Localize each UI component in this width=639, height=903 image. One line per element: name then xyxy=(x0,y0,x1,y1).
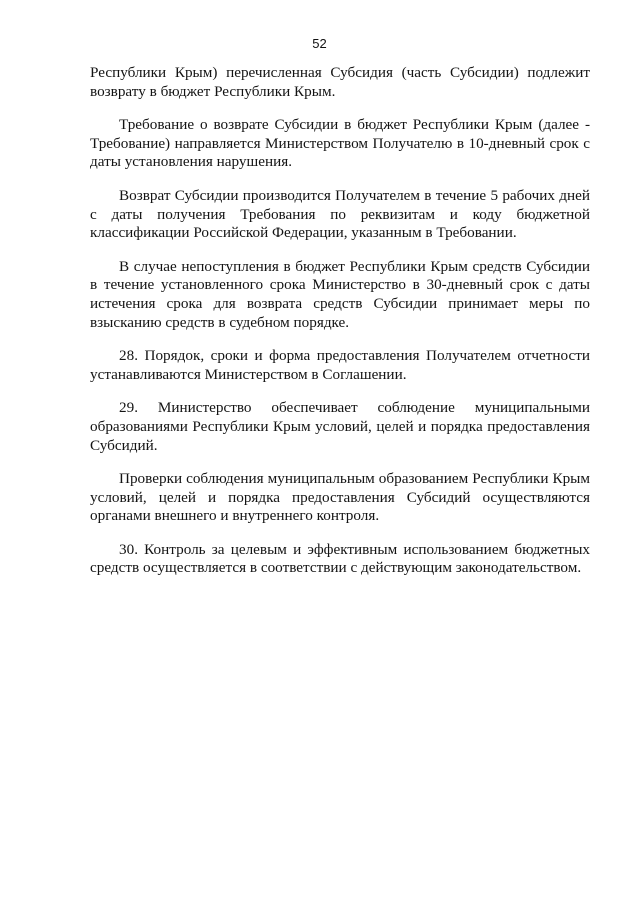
paragraph-refund: Возврат Субсидии производится Получателем в течение 5 рабочих дней с даты получения Требования по реквизитам и коду бюджетной классификации Российской Федерации, указанным в Требовании. xyxy=(90,186,590,242)
page-number: 52 xyxy=(312,36,327,51)
paragraph-30: 30. Контроль за целевым и эффективным использованием бюджетных средств осуществляется в соответствии с действующим законодательством. xyxy=(90,540,590,577)
paragraph-29: 29. Министерство обеспечивает соблюдение муниципальными образованиями Республики Крым условий, целей и порядка предоставления Субсидий. xyxy=(90,399,590,454)
paragraph-inspections: Проверки соблюдения муниципальным образованием Республики Крым условий, целей и порядка предоставления Субсидий осуществляются органами внешнего и внутреннего контроля. xyxy=(90,470,590,525)
document-body xyxy=(90,64,590,593)
paragraph-continuation: Республики Крым) перечисленная Субсидия (часть Субсидии) подлежит возврату в бюджет Республики Крым. xyxy=(90,64,590,100)
paragraph-28: 28. Порядок, сроки и форма предоставления Получателем отчетности устанавливаются Министерством в Соглашении. xyxy=(90,347,590,383)
paragraph-non-receipt: В случае непоступления в бюджет Республики Крым средств Субсидии в течение установленного срока Министерство в 30-дневный срок с даты истечения срока для возврата средств Субсидии принимает меры по взысканию средств в судебном порядке. xyxy=(90,257,590,331)
paragraph-requirement: Требование о возврате Субсидии в бюджет Республики Крым (далее - Требование) направляется Министерством Получателю в 10-дневный срок с даты установления нарушения. xyxy=(90,116,590,171)
